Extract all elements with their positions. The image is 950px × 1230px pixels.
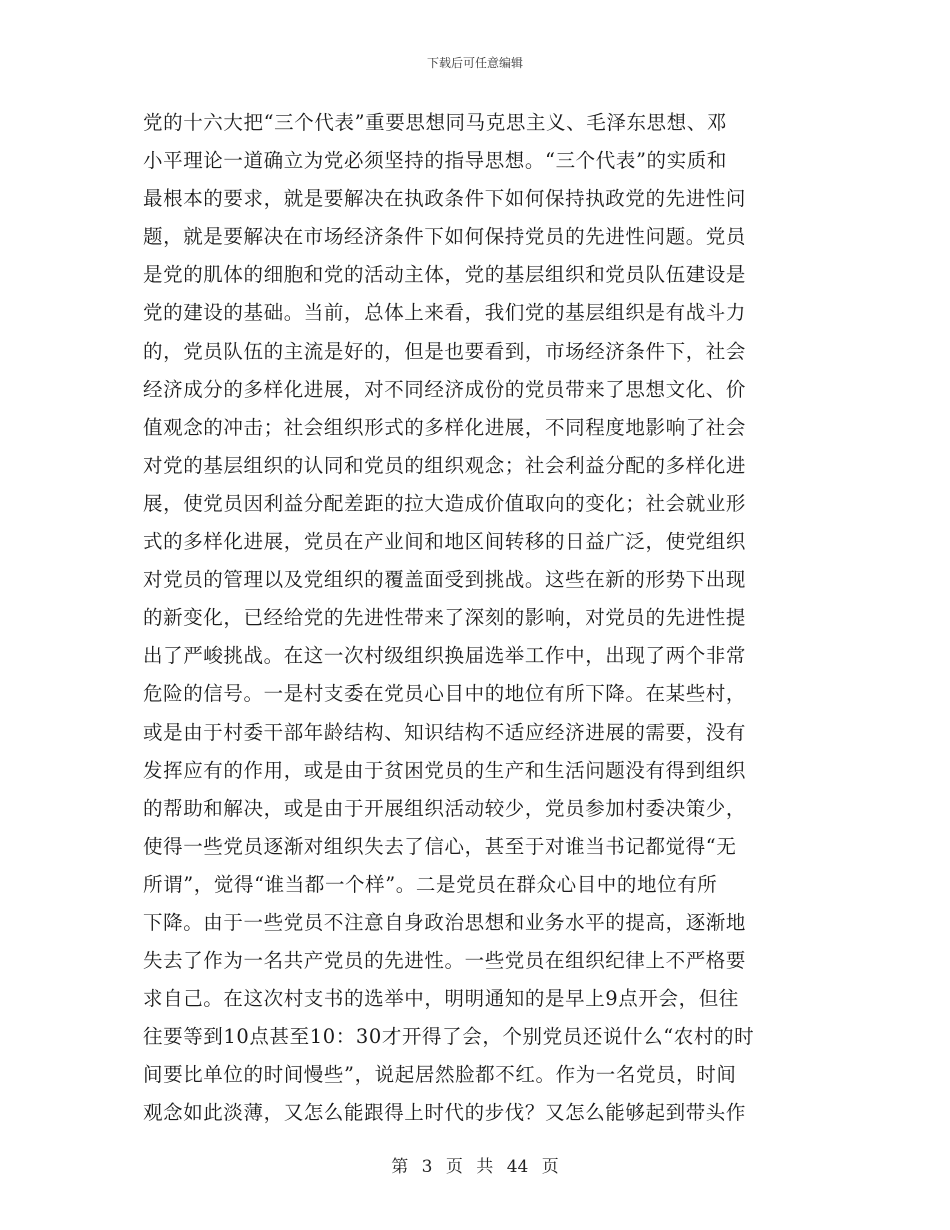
body-line: 所谓”，觉得“谁当都一个样”。二是党员在群众心目中的地位有所	[143, 872, 718, 896]
body-line: 题，就是要解决在市场经济条件下如何保持党员的先进性问题。党员	[143, 225, 747, 249]
body-line: 间要比单位的时间慢些”，说起居然脸都不红。作为一名党员，时间	[143, 1063, 737, 1087]
body-line: 观念如此淡薄，又怎么能跟得上时代的步伐？又怎么能够起到带头作	[143, 1101, 747, 1125]
body-line: 展，使党员因利益分配差距的拉大造成价值取向的变化；社会就业形	[143, 491, 747, 515]
body-line: 值观念的冲击；社会组织形式的多样化进展，不同程度地影响了社会	[143, 415, 747, 439]
body-line: 危险的信号。一是村支委在党员心目中的地位有所下降。在某些村，	[143, 682, 747, 706]
body-line: 的新变化，已经给党的先进性带来了深刻的影响，对党员的先进性提	[143, 606, 747, 630]
body-line: 的，党员队伍的主流是好的，但是也要看到，市场经济条件下，社会	[143, 339, 747, 363]
page-header-note: 下载后可任意编辑	[426, 56, 523, 70]
body-line: 最根本的要求，就是要解决在执政条件下如何保持执政党的先进性问	[143, 187, 747, 211]
body-line: 失去了作为一名共产党员的先进性。一些党员在组织纪律上不严格要	[143, 949, 747, 973]
body-line: 或是由于村委干部年龄结构、知识结构不适应经济进展的需要，没有	[143, 720, 747, 744]
body-line: 经济成分的多样化进展，对不同经济成份的党员带来了思想文化、价	[143, 377, 747, 401]
body-line: 式的多样化进展，党员在产业间和地区间转移的日益广泛，使党组织	[143, 530, 747, 554]
body-line: 党的十六大把“三个代表”重要思想同马克思主义、毛泽东思想、邓	[143, 111, 727, 134]
body-line: 的帮助和解决，或是由于开展组织活动较少，党员参加村委决策少，	[143, 796, 747, 820]
document-body	[143, 104, 803, 1133]
body-line: 求自己。在这次村支书的选举中，明明通知的是早上9点开会，但往	[143, 987, 739, 1011]
body-line: 是党的肌体的细胞和党的活动主体，党的基层组织和党员队伍建设是	[143, 263, 747, 287]
body-line: 党的建设的基础。当前，总体上来看，我们党的基层组织是有战斗力	[143, 301, 747, 325]
body-line: 小平理论一道确立为党必须坚持的指导思想。“三个代表”的实质和	[143, 149, 727, 173]
body-line: 往要等到10点甚至10：30才开得了会，个别党员还说什么“农村的时	[143, 1025, 755, 1049]
page-number: 第 3 页 共 44 页	[391, 1157, 559, 1177]
body-line: 发挥应有的作用，或是由于贫困党员的生产和生活问题没有得到组织	[143, 758, 747, 782]
body-line: 对党员的管理以及党组织的覆盖面受到挑战。这些在新的形势下出现	[143, 568, 747, 592]
body-line: 出了严峻挑战。在这一次村级组织换届选举工作中，出现了两个非常	[143, 644, 747, 668]
body-line: 对党的基层组织的认同和党员的组织观念；社会利益分配的多样化进	[143, 453, 747, 477]
body-line: 使得一些党员逐渐对组织失去了信心，甚至于对谁当书记都觉得“无	[143, 834, 737, 858]
body-line: 下降。由于一些党员不注意自身政治思想和业务水平的提高，逐渐地	[143, 910, 747, 934]
